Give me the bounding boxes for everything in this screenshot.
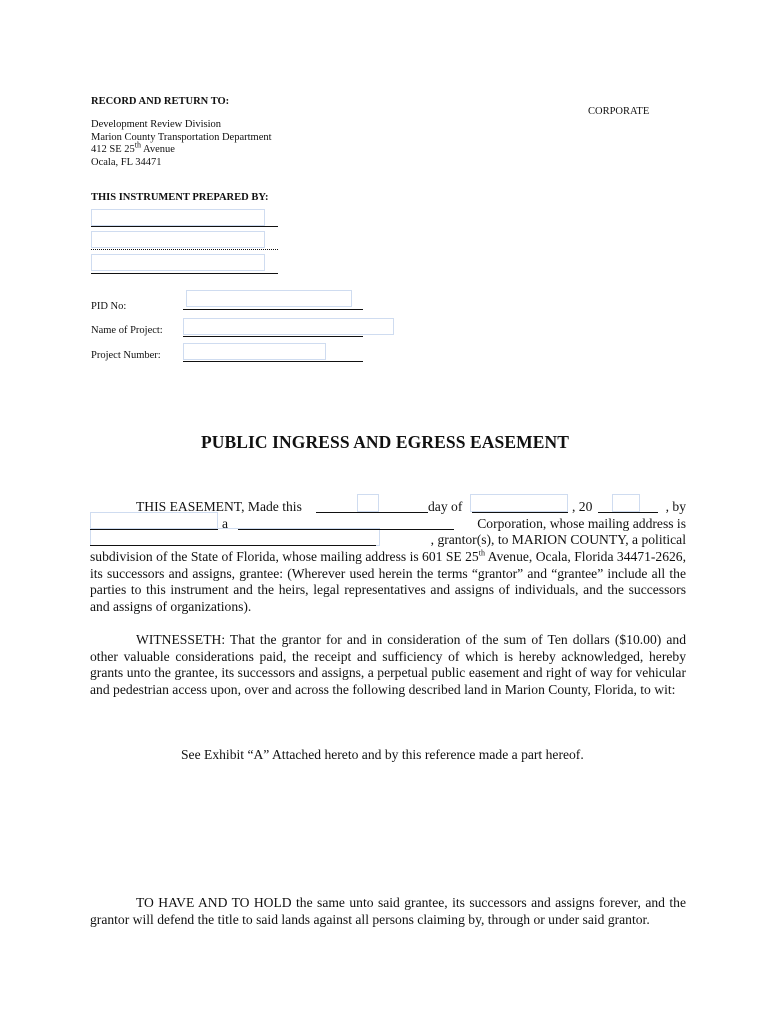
easement-paragraph: [90, 549, 686, 615]
prepared-by-field-2[interactable]: [91, 231, 265, 248]
prepared-by-rule-2: [91, 249, 278, 250]
address-line-4: Ocala, FL 34471: [91, 156, 162, 168]
prepared-by-field-3[interactable]: [91, 254, 265, 271]
exhibit-reference: See Exhibit “A” Attached hereto and by this reference made a part hereof.: [181, 747, 584, 762]
pid-label: PID No:: [91, 301, 127, 312]
prepared-by-rule-1: [91, 226, 278, 227]
corporate-label: CORPORATE: [588, 106, 650, 117]
prepared-by-field-1[interactable]: [91, 209, 265, 226]
project-name-rule: [183, 336, 363, 337]
address-line-1: Development Review Division: [91, 119, 222, 130]
address-line-3: 412 SE 25th Avenue: [91, 140, 175, 155]
witnesseth-paragraph: WITNESSETH: That the grantor for and in consideration of the sum of Ten dollars ($10.00) and other valuable considerations paid, the receipt and sufficiency of which is hereby acknowledged, hereby grants unto the grantee, its successors and assigns, a perpetual public easement and right of way for vehicular and pedestrian access upon, over and across the following described land in Marion County, Florida, to wit:: [90, 632, 686, 697]
prepared-by-label: THIS INSTRUMENT PREPARED BY:: [91, 192, 269, 203]
project-number-rule: [183, 361, 363, 362]
record-return-label: RECORD AND RETURN TO:: [91, 96, 230, 107]
pid-input[interactable]: [186, 290, 352, 307]
prepared-by-rule-3: [91, 273, 278, 274]
address-line-2: Marion County Transportation Department: [91, 131, 272, 143]
pid-rule: [183, 309, 363, 310]
address-block: [91, 119, 272, 169]
project-name-input[interactable]: [183, 318, 394, 335]
habendum-paragraph: TO HAVE AND TO HOLD the same unto said grantee, its successors and assigns forever, and the grantor will defend the title to said lands against all persons claiming by, through or under said grantor.: [90, 895, 686, 927]
document-title: PUBLIC INGRESS AND EGRESS EASEMENT: [200, 432, 570, 452]
project-number-label: Project Number:: [91, 350, 161, 361]
easement-line-4: subdivision of the State of Florida, whose mailing address is 601 SE 25th Avenue, Ocala, Florida 34471-2626,: [90, 548, 687, 564]
project-number-input[interactable]: [183, 343, 326, 360]
easement-paragraph-rest: its successors and assigns, grantee: (Wherever used herein the terms “grantor” and “grantee” include all the parties to this instrument and the heirs, legal representatives and assigns of individuals, and the successors and assigns of organizations).: [90, 565, 686, 614]
project-name-label: Name of Project:: [91, 325, 163, 336]
